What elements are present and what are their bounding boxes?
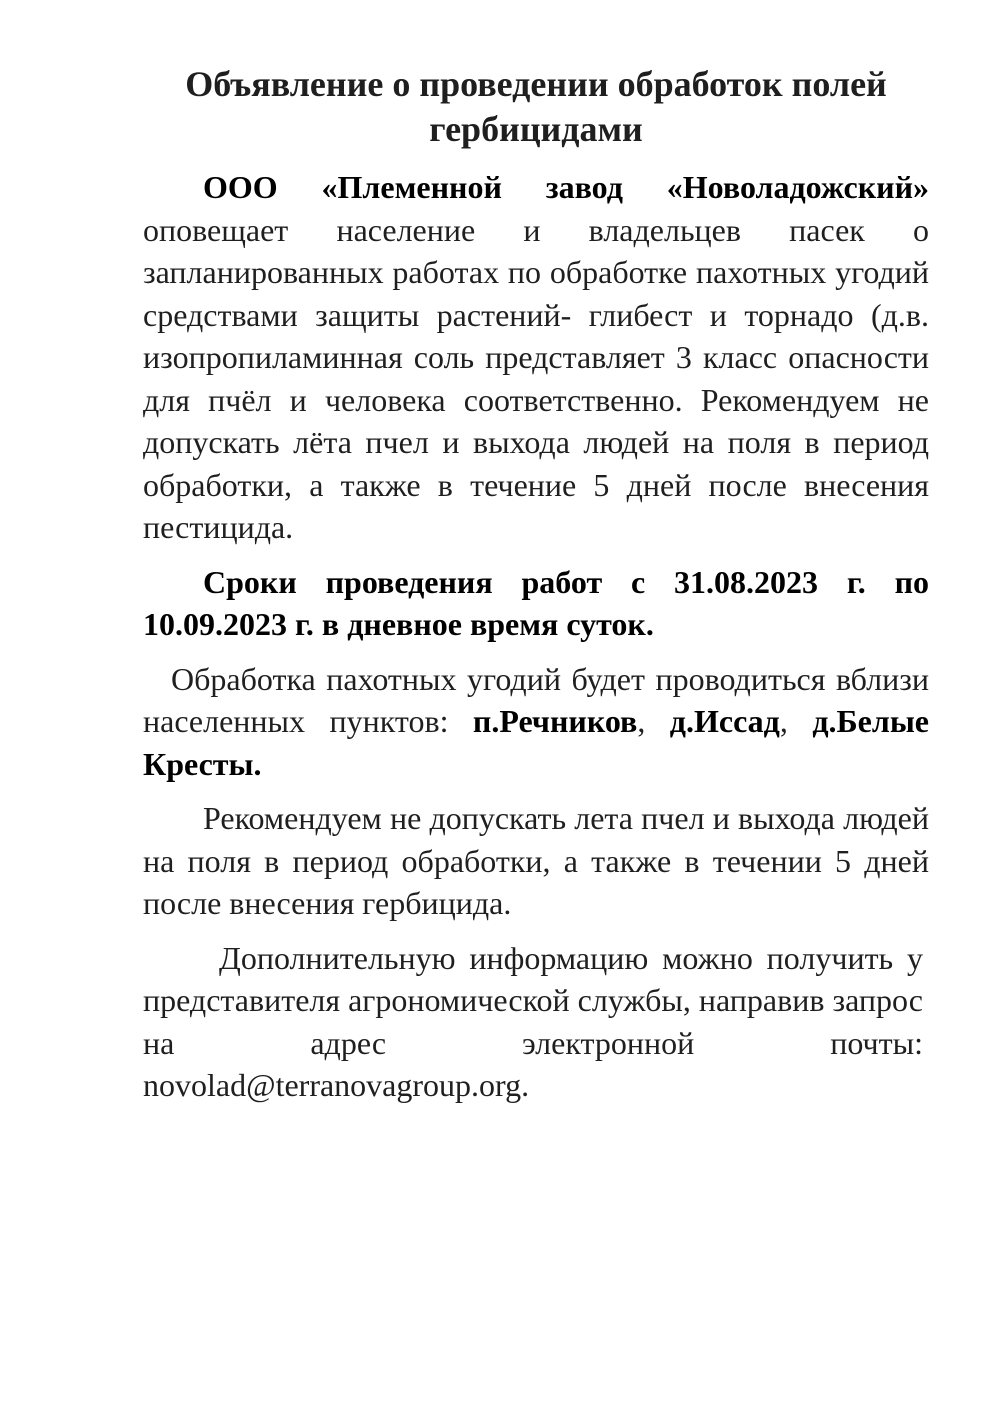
- document-title: Объявление о проведении обработок полей гербицидами: [185, 64, 887, 149]
- contact-text: Дополнительную информацию можно получить у представителя агрономической службы, направив запрос на адрес электронной почты:: [143, 939, 923, 1061]
- company-name: ООО «Племенной завод «Новоладожский»: [203, 169, 929, 205]
- locations-separator: ,: [637, 703, 670, 739]
- locations-separator: ,: [779, 703, 813, 739]
- announcement-page: [143, 62, 929, 1119]
- contact-email: novolad@terranovagroup.org: [143, 1067, 522, 1103]
- intro-paragraph: [143, 166, 929, 549]
- intro-text: оповещает население и владельцев пасек о запланированных работах по обработке пахотных угодий средствами защиты растений- глибест и торнадо (д.в. изопропиламинная соль представляет 3 класс опасности для пчёл и человека соответственно. Рекомендуем не допускать лёта пчел и выхода людей на поля в период обработки, а также в течение 5 дней после внесения пестицида.: [143, 211, 929, 545]
- location-rechnikov: п.Речников: [472, 703, 638, 739]
- location-belye-kresty: д.Белые Кресты.: [143, 703, 929, 782]
- contact-paragraph: [143, 937, 923, 1107]
- locations-paragraph: [143, 658, 929, 786]
- recommendation-paragraph: Рекомендуем не допускать лета пчел и выхода людей на поля в период обработки, а также в течении 5 дней после внесения гербицида.: [143, 800, 929, 921]
- location-issad: д.Иссад: [669, 703, 780, 739]
- work-dates: Сроки проведения работ с 31.08.2023 г. по 10.09.2023 г. в дневное время суток.: [143, 563, 929, 642]
- contact-end: .: [521, 1067, 530, 1103]
- locations-lead: Обработка пахотных угодий будет проводиться вблизи населенных пунктов:: [143, 660, 929, 739]
